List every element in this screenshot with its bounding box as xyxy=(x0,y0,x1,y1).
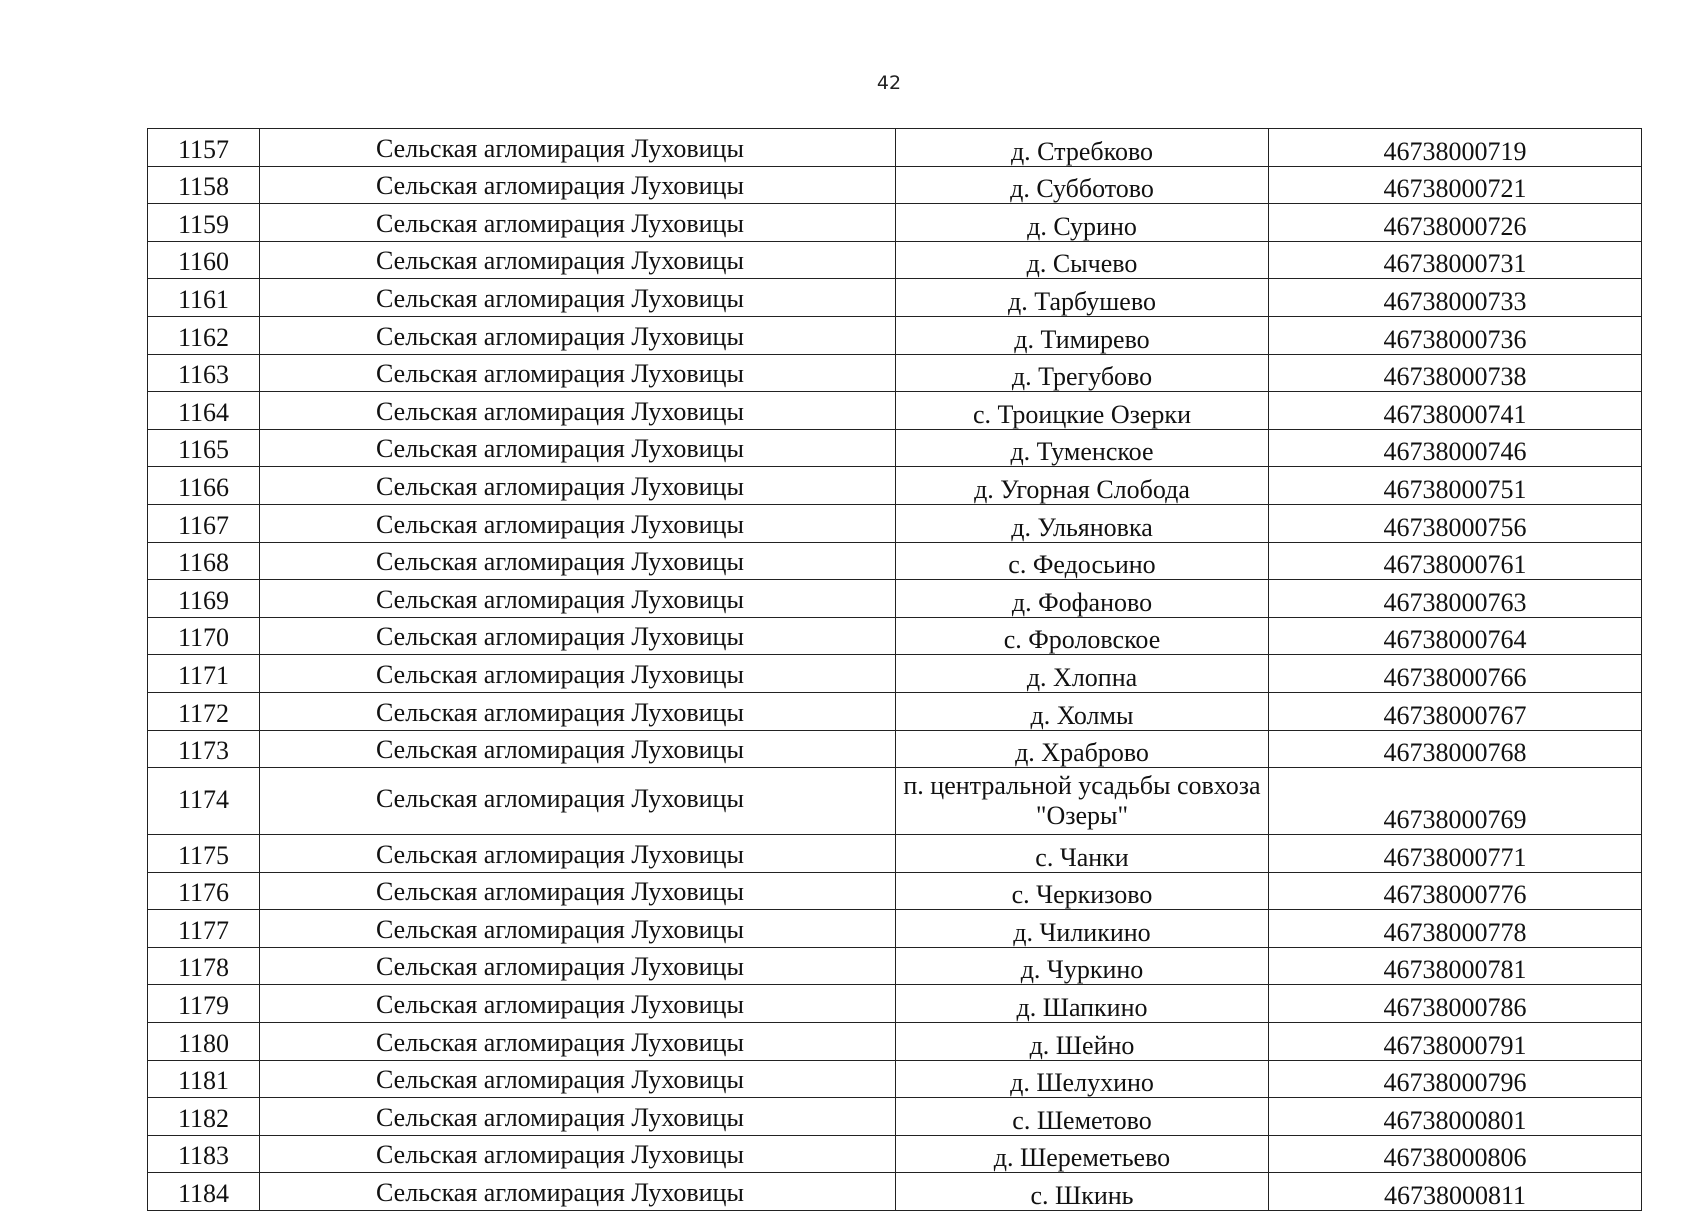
row-number: 1183 xyxy=(148,1135,260,1173)
settlement-name: д. Стребково xyxy=(896,129,1269,167)
agglomeration-name: Сельская агломирация Луховицы xyxy=(260,1098,896,1136)
settlement-name: д. Холмы xyxy=(896,692,1269,730)
oktmo-code: 46738000763 xyxy=(1269,580,1642,618)
table-row xyxy=(148,129,1642,167)
table-row xyxy=(148,204,1642,242)
agglomeration-name: Сельская агломирация Луховицы xyxy=(260,910,896,948)
settlement-name: д. Субботово xyxy=(896,166,1269,204)
settlement-name: п. центральной усадьбы совхоза "Озеры" xyxy=(896,768,1269,835)
row-number: 1178 xyxy=(148,947,260,985)
oktmo-code: 46738000767 xyxy=(1269,692,1642,730)
oktmo-code: 46738000733 xyxy=(1269,279,1642,317)
table-row xyxy=(148,241,1642,279)
table-row xyxy=(148,947,1642,985)
settlement-name: д. Шереметьево xyxy=(896,1135,1269,1173)
table-row xyxy=(148,166,1642,204)
table-row xyxy=(148,692,1642,730)
oktmo-code: 46738000769 xyxy=(1269,768,1642,835)
agglomeration-name: Сельская агломирация Луховицы xyxy=(260,316,896,354)
agglomeration-name: Сельская агломирация Луховицы xyxy=(260,617,896,655)
oktmo-code: 46738000761 xyxy=(1269,542,1642,580)
agglomeration-name: Сельская агломирация Луховицы xyxy=(260,985,896,1023)
row-number: 1179 xyxy=(148,985,260,1023)
table-body xyxy=(148,129,1642,1211)
settlement-name: д. Тимирево xyxy=(896,316,1269,354)
settlement-name: д. Фофаново xyxy=(896,580,1269,618)
agglomeration-name: Сельская агломирация Луховицы xyxy=(260,166,896,204)
row-number: 1160 xyxy=(148,241,260,279)
row-number: 1170 xyxy=(148,617,260,655)
settlement-name: д. Трегубово xyxy=(896,354,1269,392)
oktmo-code: 46738000811 xyxy=(1269,1173,1642,1211)
settlement-name: д. Шейно xyxy=(896,1023,1269,1061)
agglomeration-name: Сельская агломирация Луховицы xyxy=(260,504,896,542)
table-row xyxy=(148,467,1642,505)
oktmo-code: 46738000764 xyxy=(1269,617,1642,655)
table-row xyxy=(148,1060,1642,1098)
oktmo-code: 46738000778 xyxy=(1269,910,1642,948)
agglomeration-name: Сельская агломирация Луховицы xyxy=(260,241,896,279)
settlement-name: с. Федосьино xyxy=(896,542,1269,580)
oktmo-code: 46738000766 xyxy=(1269,655,1642,693)
oktmo-code: 46738000801 xyxy=(1269,1098,1642,1136)
table-row xyxy=(148,617,1642,655)
row-number: 1184 xyxy=(148,1173,260,1211)
table-row xyxy=(148,279,1642,317)
settlement-name: с. Шкинь xyxy=(896,1173,1269,1211)
row-number: 1165 xyxy=(148,429,260,467)
row-number: 1176 xyxy=(148,872,260,910)
settlement-name: с. Шеметово xyxy=(896,1098,1269,1136)
agglomeration-name: Сельская агломирация Луховицы xyxy=(260,580,896,618)
agglomeration-name: Сельская агломирация Луховицы xyxy=(260,392,896,430)
table-row xyxy=(148,1173,1642,1211)
table-row xyxy=(148,872,1642,910)
agglomeration-name: Сельская агломирация Луховицы xyxy=(260,692,896,730)
settlement-name: д. Чуркино xyxy=(896,947,1269,985)
row-number: 1159 xyxy=(148,204,260,242)
oktmo-code: 46738000791 xyxy=(1269,1023,1642,1061)
oktmo-code: 46738000806 xyxy=(1269,1135,1642,1173)
agglomeration-name: Сельская агломирация Луховицы xyxy=(260,1060,896,1098)
oktmo-code: 46738000756 xyxy=(1269,504,1642,542)
settlements-table xyxy=(147,128,1642,1211)
row-number: 1164 xyxy=(148,392,260,430)
table-row xyxy=(148,768,1642,835)
oktmo-code: 46738000768 xyxy=(1269,730,1642,768)
settlement-name: д. Сурино xyxy=(896,204,1269,242)
oktmo-code: 46738000781 xyxy=(1269,947,1642,985)
page-number: 42 xyxy=(876,72,902,94)
oktmo-code: 46738000751 xyxy=(1269,467,1642,505)
settlement-name: с. Чанки xyxy=(896,835,1269,873)
oktmo-code: 46738000738 xyxy=(1269,354,1642,392)
agglomeration-name: Сельская агломирация Луховицы xyxy=(260,768,896,835)
table-row xyxy=(148,392,1642,430)
row-number: 1166 xyxy=(148,467,260,505)
agglomeration-name: Сельская агломирация Луховицы xyxy=(260,835,896,873)
agglomeration-name: Сельская агломирация Луховицы xyxy=(260,542,896,580)
settlement-name: д. Ульяновка xyxy=(896,504,1269,542)
settlement-name: с. Троицкие Озерки xyxy=(896,392,1269,430)
settlement-name: с. Черкизово xyxy=(896,872,1269,910)
oktmo-code: 46738000736 xyxy=(1269,316,1642,354)
oktmo-code: 46738000786 xyxy=(1269,985,1642,1023)
table-row xyxy=(148,1135,1642,1173)
row-number: 1173 xyxy=(148,730,260,768)
table-row xyxy=(148,655,1642,693)
row-number: 1174 xyxy=(148,768,260,835)
agglomeration-name: Сельская агломирация Луховицы xyxy=(260,655,896,693)
oktmo-code: 46738000721 xyxy=(1269,166,1642,204)
row-number: 1168 xyxy=(148,542,260,580)
table-row xyxy=(148,835,1642,873)
agglomeration-name: Сельская агломирация Луховицы xyxy=(260,354,896,392)
table-row xyxy=(148,316,1642,354)
row-number: 1177 xyxy=(148,910,260,948)
table-row xyxy=(148,542,1642,580)
row-number: 1171 xyxy=(148,655,260,693)
settlement-name: д. Шелухино xyxy=(896,1060,1269,1098)
row-number: 1180 xyxy=(148,1023,260,1061)
settlement-name: д. Тарбушево xyxy=(896,279,1269,317)
row-number: 1161 xyxy=(148,279,260,317)
agglomeration-name: Сельская агломирация Луховицы xyxy=(260,872,896,910)
table-row xyxy=(148,985,1642,1023)
table-row xyxy=(148,354,1642,392)
table-row xyxy=(148,504,1642,542)
agglomeration-name: Сельская агломирация Луховицы xyxy=(260,947,896,985)
agglomeration-name: Сельская агломирация Луховицы xyxy=(260,1023,896,1061)
agglomeration-name: Сельская агломирация Луховицы xyxy=(260,467,896,505)
oktmo-code: 46738000726 xyxy=(1269,204,1642,242)
row-number: 1158 xyxy=(148,166,260,204)
agglomeration-name: Сельская агломирация Луховицы xyxy=(260,730,896,768)
settlement-name: д. Угорная Слобода xyxy=(896,467,1269,505)
oktmo-code: 46738000746 xyxy=(1269,429,1642,467)
settlement-name: д. Шапкино xyxy=(896,985,1269,1023)
oktmo-code: 46738000731 xyxy=(1269,241,1642,279)
settlement-name: д. Сычево xyxy=(896,241,1269,279)
row-number: 1167 xyxy=(148,504,260,542)
row-number: 1157 xyxy=(148,129,260,167)
table-row xyxy=(148,1098,1642,1136)
row-number: 1182 xyxy=(148,1098,260,1136)
table-row xyxy=(148,730,1642,768)
oktmo-code: 46738000796 xyxy=(1269,1060,1642,1098)
table-row xyxy=(148,1023,1642,1061)
oktmo-code: 46738000771 xyxy=(1269,835,1642,873)
settlement-name: д. Туменское xyxy=(896,429,1269,467)
row-number: 1175 xyxy=(148,835,260,873)
table-row xyxy=(148,580,1642,618)
agglomeration-name: Сельская агломирация Луховицы xyxy=(260,1173,896,1211)
row-number: 1163 xyxy=(148,354,260,392)
oktmo-code: 46738000776 xyxy=(1269,872,1642,910)
settlement-name: д. Хлопна xyxy=(896,655,1269,693)
settlement-name: д. Чиликино xyxy=(896,910,1269,948)
settlement-name: с. Фроловское xyxy=(896,617,1269,655)
agglomeration-name: Сельская агломирация Луховицы xyxy=(260,204,896,242)
row-number: 1169 xyxy=(148,580,260,618)
oktmo-code: 46738000741 xyxy=(1269,392,1642,430)
settlement-name: д. Храброво xyxy=(896,730,1269,768)
agglomeration-name: Сельская агломирация Луховицы xyxy=(260,1135,896,1173)
agglomeration-name: Сельская агломирация Луховицы xyxy=(260,279,896,317)
row-number: 1181 xyxy=(148,1060,260,1098)
row-number: 1172 xyxy=(148,692,260,730)
agglomeration-name: Сельская агломирация Луховицы xyxy=(260,129,896,167)
oktmo-code: 46738000719 xyxy=(1269,129,1642,167)
table-row xyxy=(148,429,1642,467)
table-row xyxy=(148,910,1642,948)
row-number: 1162 xyxy=(148,316,260,354)
agglomeration-name: Сельская агломирация Луховицы xyxy=(260,429,896,467)
